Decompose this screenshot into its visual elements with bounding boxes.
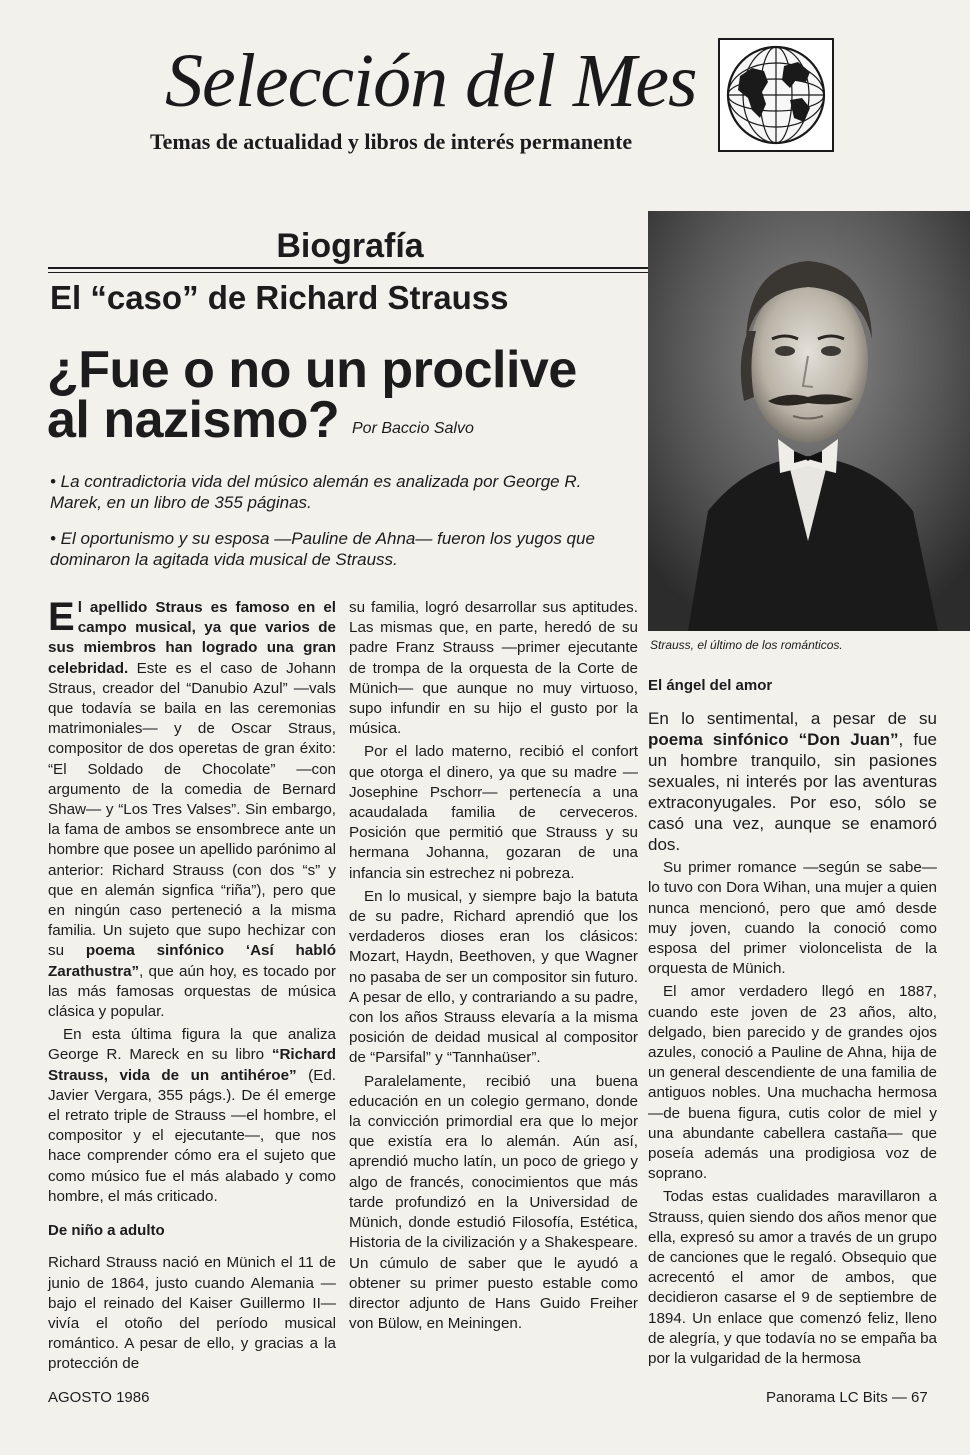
paragraph-text: , que aún hoy, es tocado por las más famosas orquestas de música clásica y popular. (48, 962, 336, 1021)
section-title: Biografía (276, 227, 424, 265)
article-headline (47, 341, 637, 449)
subheading: De niño a adulto (48, 1222, 165, 1240)
lead-text: l apellido Straus es famoso en el campo musical, ya que varios de sus miembros han logrado una gran celebridad. (48, 599, 336, 677)
headline-line-1: ¿Fue o no un proclive (47, 341, 577, 399)
photo-caption: Strauss, el último de los románticos. (650, 638, 843, 652)
paragraph: El amor verdadero llegó en 1887, cuando este joven de 23 años, alto, delgado, bien parecido y de grandes ojos azules, conoció a Pauline de Ahna, hija de un general descendiente de una familia de antiguos nobles. Una muchacha hermosa —de buena figura, cutis color de miel y una abundante cabellera castaña— que poseía además una prodigiosa voz de soprano. (648, 983, 937, 1183)
section-rule (48, 267, 648, 269)
article-column-3 (648, 676, 937, 1372)
globe-icon (718, 38, 834, 152)
footer-page: Panorama LC Bits — 67 (766, 1389, 928, 1406)
paragraph-text: En lo sentimental, a pesar de su (648, 709, 937, 729)
paragraph: su familia, logró desarrollar sus aptitudes. Las mismas que, en parte, heredó de su padre Franz Strauss —primer ejecutante de trompa de la orquesta de la Corte de Münich— que aunque no muy virtuoso, supo infundir en su hijo el gusto por la música. (349, 599, 638, 738)
article-column-1 (48, 595, 336, 1378)
paragraph: En lo musical, y siempre bajo la batuta de su padre, Richard aprendió que los verdaderos dioses eran los clásicos: Mozart, Haydn, Beethoven, y que Wagner no pasaba de ser un compositor sin futuro. A pesar de ello, y contrariando a su padre, con los años Strauss elevaría a la misma posición de deidad musical al compositor de “Parsifal” y “Tannhaüser”. (349, 887, 638, 1067)
byline: Por Baccio Salvo (352, 420, 474, 437)
paragraph (48, 1025, 336, 1207)
article-kicker: El “caso” de Richard Strauss (50, 279, 509, 316)
masthead-title: Selección del Mes (165, 39, 697, 123)
paragraph: Richard Strauss nació en Münich el 11 de junio de 1864, justo cuando Alemania —bajo el reinado del Kaiser Guillermo II— vivía el otoño del período musical romántico. A pesar de ello, y gracias a la protección de (48, 1254, 336, 1373)
paragraph (648, 708, 937, 855)
subheading: El ángel del amor (648, 677, 773, 694)
paragraph (48, 595, 336, 1022)
paragraph-text: (Ed. Javier Vergara, 355 págs.). De él emerge el retrato triple de Strauss —el hombre, el compositor y el ejecutante—, que nos hace comprender cómo era el sujeto que como músico fue el más alabado y como hombre, el más criticado. (48, 1066, 336, 1205)
masthead-subtitle: Temas de actualidad y libros de interés permanente (150, 129, 633, 154)
portrait-photo (648, 211, 970, 631)
footer-date: AGOSTO 1986 (48, 1389, 150, 1406)
section-rule-thin (48, 272, 648, 273)
paragraph-text: Este es el caso de Johann Straus, creador del “Danubio Azul” —vals que todavía se baila en las ceremonias matrimoniales— y de Oscar Straus, compositor de dos operetas de gran éxito: “El Soldado de Chocolate” —con argumento de la comedia de Bernard Shaw— y “Los Tres Valses”. Sin embargo, la fama de ambos se ensombrece ante un hombre que posee un apellido parónimo al anterior: Richard Strauss (con dos “s” y que en alemán signfica “riña”), pero que en ningún caso perteneció a la misma familia. Un sujeto que supo hechizar con su (48, 659, 336, 960)
paragraph: Todas estas cualidades maravillaron a Strauss, quien siendo dos años menor que ella, expresó su amor a través de un grupo de canciones que le regaló. Obsequio que acrecentó el amor de ambos, que decidieron casarse el 9 de septiembre de 1894. Un enlace que comenzó feliz, lleno de alegría, y que todavía no se empaña ba por la vulgaridad de la hermosa (648, 1188, 937, 1368)
paragraph: Paralelamente, recibió una buena educación en un colegio germano, donde la convicción primordial era que lo mejor que existía era lo alemán. Aún así, aprendió mucho latín, un poco de griego y algo de francés, conocimientos que más tarde profundizó en la Universidad de Münich, donde estudió Filosofía, Estética, Historia de la civilización y a Shakespeare. Un cúmulo de saber que le ayudó a obtener su primer puesto estable como director adjunto de Hans Guido Freiher von Bülow, en Meiningen. (349, 1072, 638, 1333)
headline-line-2: al nazismo? (47, 391, 340, 449)
summary-bullet-1: • La contradictoria vida del músico alemán es analizada por George R. Marek, en un libro de 355 páginas. (50, 472, 582, 512)
paragraph: Su primer romance —según se sabe— lo tuvo con Dora Wihan, una mujer a quien nunca mencionó, pero que amó desde muy joven, cuando la conoció como esposa del primer violoncelista de la orquesta de Münich. (648, 859, 937, 978)
paragraph-text: En esta última figura la que analiza George R. Mareck en su libro (48, 1026, 336, 1064)
drop-cap: E (48, 595, 75, 639)
emphasis-text: poema sinfónico ‘Así habló Zarathustra” (48, 942, 336, 980)
paragraph: Por el lado materno, recibió el confort que otorga el dinero, ya que su madre —Josephine Pschorr— pertenecía a una acaudalada familia de cerveceros. Posición que permitió que Strauss y su hermana Johanna, gozaran de una infancia sin estrechez ni pobreza. (349, 743, 638, 882)
article-column-2 (349, 598, 638, 1337)
paragraph-text: , fue un hombre tranquilo, sin pasiones sexuales, ni interés por las aventuras extraconyugales. Por eso, sólo se casó una vez, aunque se enamoró dos. (648, 730, 937, 855)
summary-bullet-2: • El oportunismo y su esposa —Pauline de Ahna— fueron los yugos que dominaron la agitada vida musical de Strauss. (50, 529, 595, 569)
book-title: “Richard Strauss, vida de un antihéroe” (48, 1046, 336, 1084)
emphasis-text: poema sinfónico “Don Juan” (648, 730, 899, 750)
